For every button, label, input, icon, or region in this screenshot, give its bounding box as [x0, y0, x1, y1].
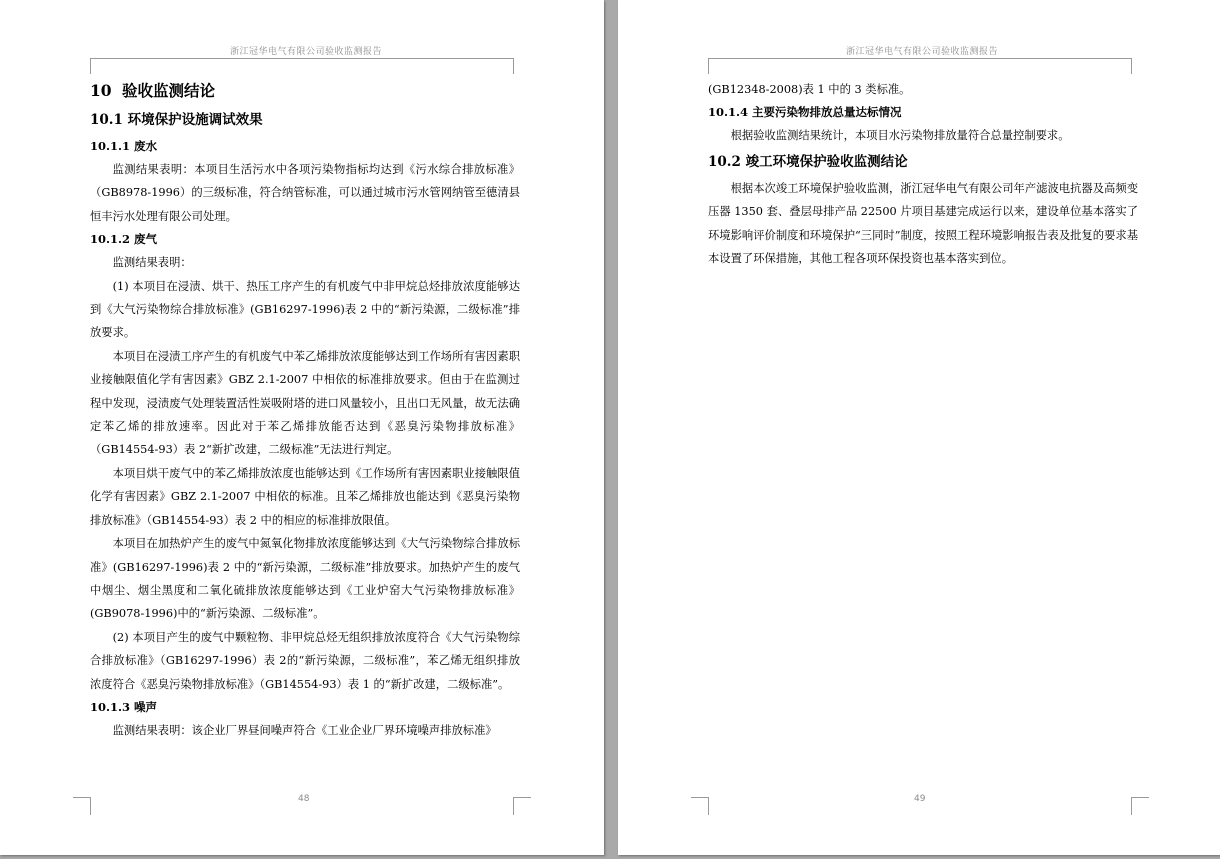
page-content: [708, 78, 1138, 270]
paragraph: 根据本次竣工环境保护验收监测，浙江冠华电气有限公司年产滤波电抗器及高频变压器 1350 套、叠层母排产品 22500 片项目基建完成运行以来，建设单位基本落实了环境影响评价制度和环境保护“三同时”制度，按照工程环境影响报告表及批复的要求基本设置了环保措施，其他工程各项环保投资也基本落实到位。: [708, 181, 1138, 266]
page-48: [0, 0, 604, 855]
paragraph: 根据验收监测结果统计，本项目水污染物排放量符合总量控制要求。: [730, 129, 1070, 143]
header-rule: [708, 58, 1132, 59]
subsection-heading: 10.1.3 噪声: [90, 699, 158, 714]
chapter-heading: [90, 78, 520, 104]
page-content: [90, 78, 520, 742]
page-number: 48: [298, 794, 310, 804]
section-heading: 10.2 竣工环境保护验收监测结论: [708, 153, 908, 170]
paragraph: (2) 本项目产生的废气中颗粒物、非甲烷总烃无组织排放浓度符合《大气污染物综合排放标准》（GB16297-1996）表 2的“新污染源，二级标准”，苯乙烯无组织排放浓度符合《恶臭污染物排放标准》（GB14554-93）表 1 的“新扩改建，二级标准”。: [90, 630, 520, 691]
subsection-heading: 10.1.4 主要污染物排放总量达标情况: [708, 105, 902, 120]
paragraph: 本项目在浸渍工序产生的有机废气中苯乙烯排放浓度能够达到工作场所有害因素职业接触限值化学有害因素》GBZ 2.1-2007 中相依的标准排放要求。但由于在监测过程中发现，浸渍废气处理装置活性炭吸附塔的进口风量较小，且出口无风量，故无法确定苯乙烯的排放速率。因此对于苯乙烯排放能否达到《恶臭污染物排放标准》（GB14554-93）表 2“新扩改建，二级标准”无法进行判定。: [90, 349, 520, 457]
header-rule: [90, 58, 514, 59]
paragraph: (1) 本项目在浸渍、烘干、热压工序产生的有机废气中非甲烷总烃排放浓度能够达到《大气污染物综合排放标准》(GB16297-1996)表 2 中的“新污染源，二级标准”排放要求。: [90, 279, 520, 340]
crop-mark-bottom-left: [73, 797, 91, 815]
chapter-number: 10: [90, 81, 112, 100]
paragraph: 监测结果表明：本项目生活污水中各项污染物指标均达到《污水综合排放标准》（GB8978-1996）的三级标准，符合纳管标准，可以通过城市污水管网纳管至德清县恒丰污水处理有限公司处理。: [90, 163, 520, 223]
crop-mark-top-left: [73, 58, 91, 74]
page-number: 49: [914, 794, 926, 804]
paragraph: 本项目在加热炉产生的废气中氮氧化物排放浓度能够达到《大气污染物综合排放标准》(GB16297-1996)表 2 中的“新污染源，二级标准”排放要求。加热炉产生的废气中烟尘、烟尘黑度和二氧化硫排放浓度能够达到《工业炉窑大气污染物排放标准》(GB9078-1996)中的“新污染源、二级标准”。: [90, 537, 520, 621]
crop-mark-bottom-right: [1131, 797, 1149, 815]
page-header: 浙江冠华电气有限公司验收监测报告: [230, 47, 383, 57]
subsection-heading: 10.1.1 废水: [90, 139, 158, 153]
crop-mark-top-left: [691, 58, 709, 74]
chapter-title: 验收监测结论: [122, 81, 216, 100]
paragraph-continuation: (GB12348-2008)表 1 中的 3 类标准。: [708, 83, 911, 96]
paragraph: 监测结果表明：: [112, 256, 192, 270]
page-header: 浙江冠华电气有限公司验收监测报告: [846, 47, 999, 57]
paragraph: 本项目烘干废气中的苯乙烯排放浓度也能够达到《工作场所有害因素职业接触限值化学有害因素》GBZ 2.1-2007 中相依的标准。且苯乙烯排放也能达到《恶臭污染物排放标准》（GB14554-93）表 2 中的相应的标准排放限值。: [90, 466, 520, 527]
crop-mark-bottom-left: [691, 797, 709, 815]
crop-mark-bottom-right: [513, 797, 531, 815]
page-49: [618, 0, 1220, 855]
crop-mark-top-right: [513, 58, 531, 74]
section-heading: 10.1 环境保护设施调试效果: [90, 112, 263, 128]
crop-mark-top-right: [1131, 58, 1149, 74]
paragraph: 监测结果表明：该企业厂界昼间噪声符合《工业企业厂界环境噪声排放标准》: [112, 723, 497, 737]
subsection-heading: 10.1.2 废气: [90, 232, 158, 247]
